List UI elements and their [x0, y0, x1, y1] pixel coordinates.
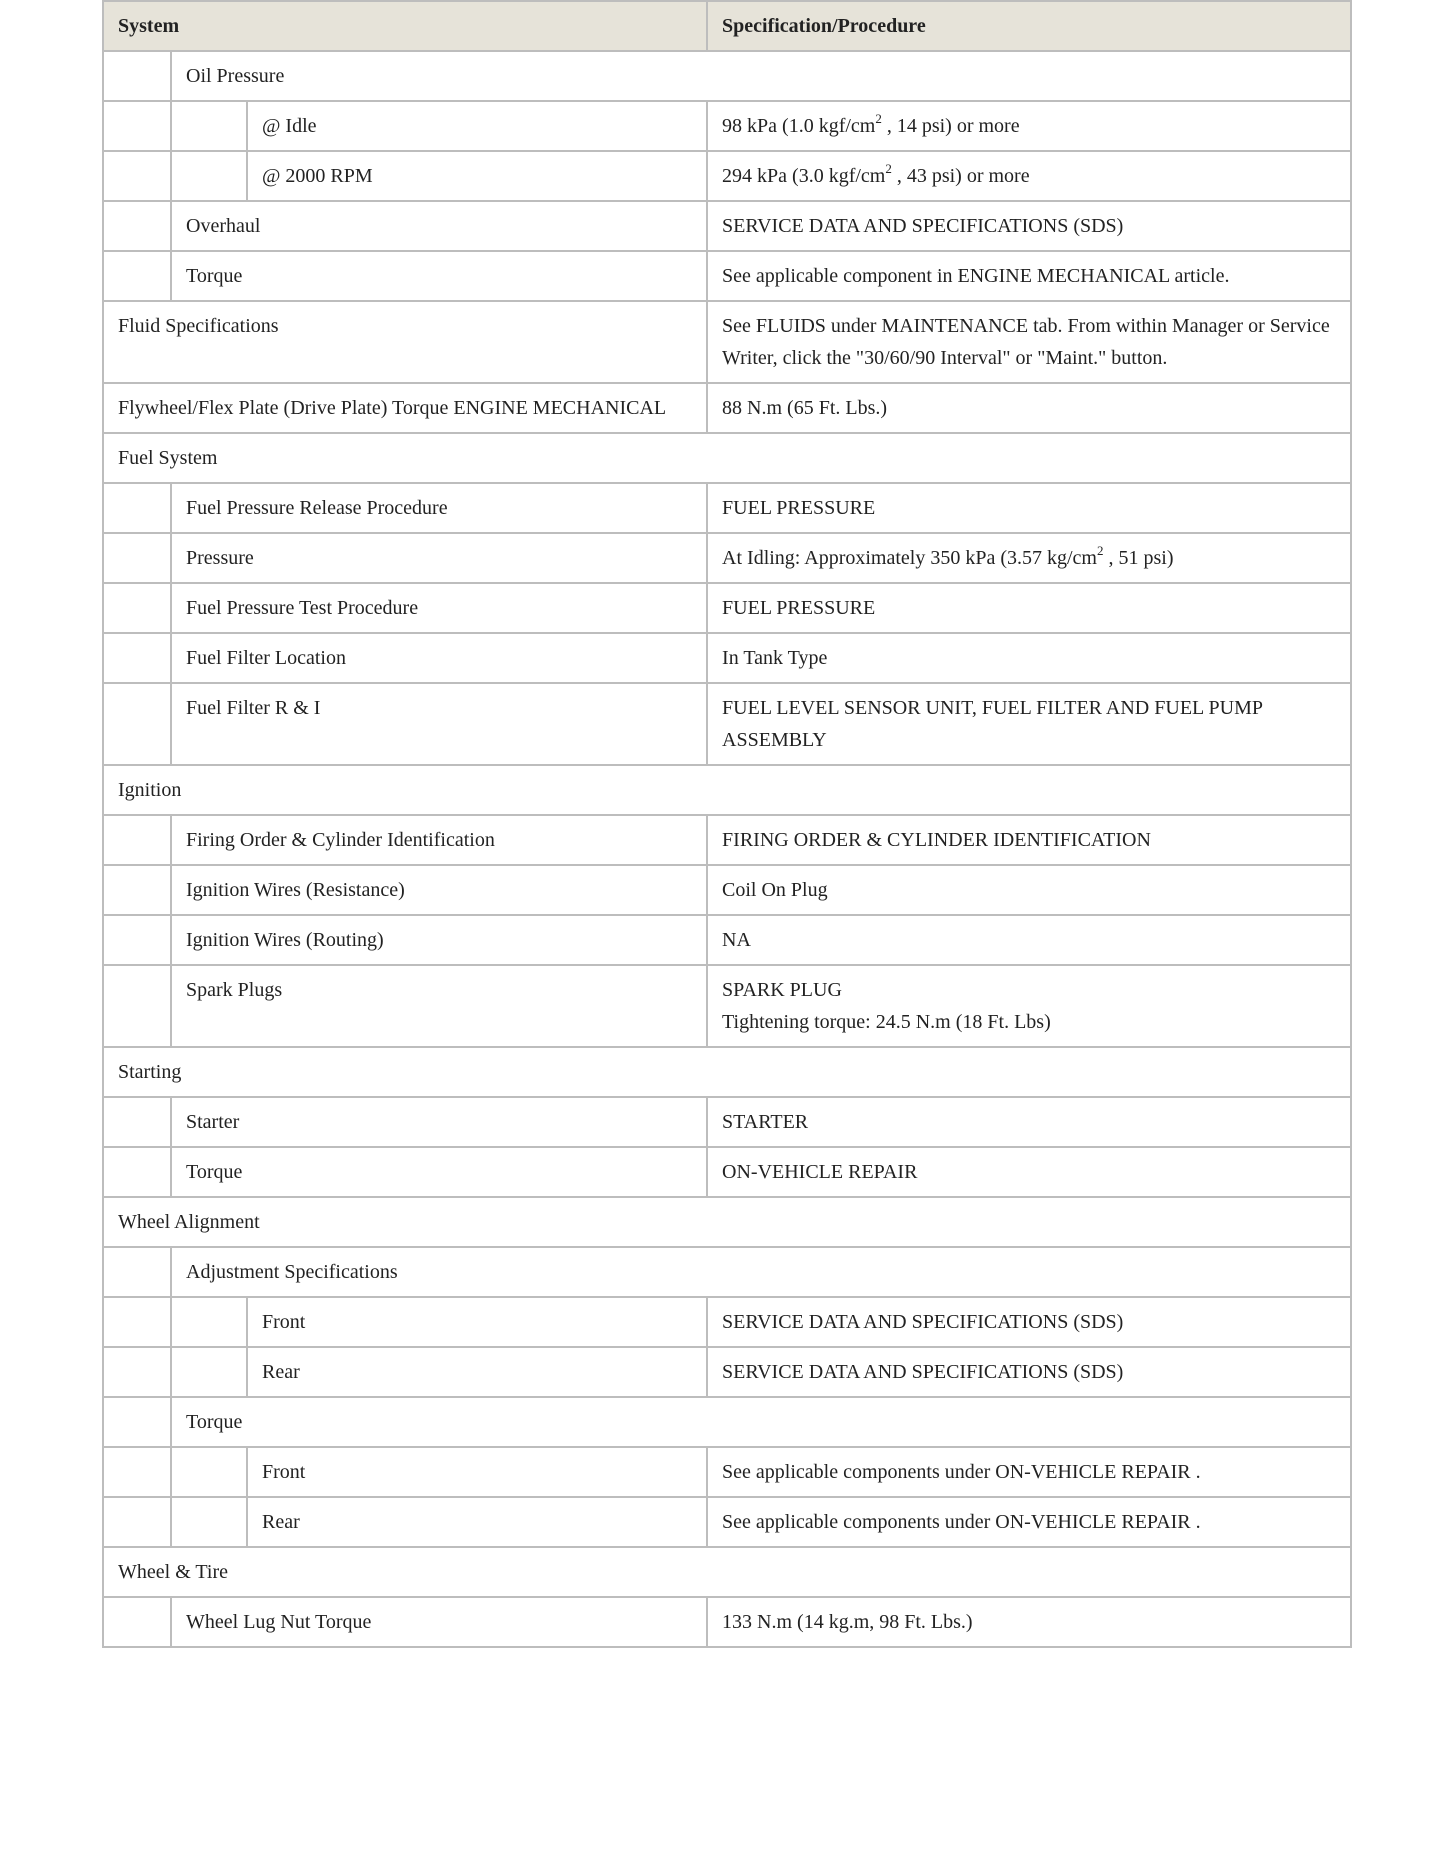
indent-cell	[103, 633, 171, 683]
system-cell	[247, 1447, 707, 1497]
indent-cell	[103, 815, 171, 865]
spec-cell	[707, 865, 1351, 915]
system-label: Wheel Alignment	[118, 1211, 260, 1233]
indent-cell	[103, 1447, 171, 1497]
spec-cell	[707, 151, 1351, 201]
spec-text: SPARK PLUG	[722, 979, 842, 1001]
indent-cell	[103, 483, 171, 533]
header-spec: Specification/Procedure	[707, 1, 1351, 51]
spec-cell	[707, 101, 1351, 151]
system-cell	[171, 1397, 1351, 1447]
spec-text: FUEL PRESSURE	[722, 497, 876, 519]
table-row	[103, 51, 1351, 101]
spec-text: 88 N.m (65 Ft. Lbs.)	[722, 397, 888, 419]
system-label: Fuel System	[118, 447, 218, 469]
system-label: Pressure	[186, 547, 254, 569]
table-row	[103, 765, 1351, 815]
indent-cell	[103, 1147, 171, 1197]
table-row	[103, 101, 1351, 151]
system-cell	[171, 965, 707, 1047]
system-cell	[103, 301, 707, 383]
indent-cell	[171, 1497, 247, 1547]
table-row	[103, 1497, 1351, 1547]
system-cell	[171, 533, 707, 583]
system-label: Firing Order & Cylinder Identification	[186, 829, 495, 851]
system-cell	[171, 483, 707, 533]
indent-cell	[103, 151, 171, 201]
spec-text: SERVICE DATA AND SPECIFICATIONS (SDS)	[722, 1361, 1124, 1383]
table-row	[103, 1097, 1351, 1147]
indent-cell	[103, 1597, 171, 1647]
system-label: Spark Plugs	[186, 979, 283, 1001]
spec-text-line2: Tightening torque: 24.5 N.m (18 Ft. Lbs)	[722, 1011, 1051, 1033]
indent-cell	[103, 1247, 171, 1297]
table-row	[103, 1047, 1351, 1097]
indent-cell	[103, 1297, 171, 1347]
indent-cell	[103, 101, 171, 151]
system-label: Torque	[186, 1161, 243, 1183]
spec-text-after: , 14 psi) or more	[881, 115, 1020, 137]
header-system: System	[103, 1, 707, 51]
system-label: Wheel & Tire	[118, 1561, 228, 1583]
table-row	[103, 251, 1351, 301]
table-row	[103, 1297, 1351, 1347]
system-cell	[247, 151, 707, 201]
spec-superscript: 2	[1097, 543, 1104, 558]
spec-text-after: , 43 psi) or more	[891, 165, 1030, 187]
indent-cell	[103, 965, 171, 1047]
indent-cell	[103, 533, 171, 583]
system-label: Fluid Specifications	[118, 315, 279, 337]
spec-text: At Idling: Approximately 350 kPa (3.57 kg/cm	[722, 547, 1097, 569]
table-row	[103, 383, 1351, 433]
system-cell	[247, 1347, 707, 1397]
spec-text: In Tank Type	[722, 647, 828, 669]
spec-text: FUEL LEVEL SENSOR UNIT, FUEL FILTER AND FUEL PUMP ASSEMBLY	[722, 697, 1263, 751]
spec-text: See applicable components under ON-VEHICLE REPAIR .	[722, 1461, 1201, 1483]
system-label: Fuel Filter R & I	[186, 697, 321, 719]
system-cell	[103, 383, 707, 433]
indent-cell	[103, 201, 171, 251]
table-row	[103, 1197, 1351, 1247]
system-label: Starter	[186, 1111, 240, 1133]
system-cell	[171, 1597, 707, 1647]
spec-text-after: , 51 psi)	[1103, 547, 1174, 569]
spec-cell	[707, 1497, 1351, 1547]
system-label: Starting	[118, 1061, 182, 1083]
table-row	[103, 915, 1351, 965]
spec-text: See applicable components under ON-VEHICLE REPAIR .	[722, 1511, 1201, 1533]
table-row	[103, 815, 1351, 865]
spec-cell	[707, 301, 1351, 383]
system-cell	[171, 201, 707, 251]
table-row	[103, 533, 1351, 583]
table-row	[103, 1597, 1351, 1647]
spec-text: FUEL PRESSURE	[722, 597, 876, 619]
table-row	[103, 583, 1351, 633]
system-label: @ 2000 RPM	[262, 165, 373, 187]
indent-cell	[103, 915, 171, 965]
table-row	[103, 633, 1351, 683]
indent-cell	[103, 1397, 171, 1447]
system-label: Ignition	[118, 779, 182, 801]
spec-cell	[707, 1297, 1351, 1347]
spec-cell	[707, 1097, 1351, 1147]
spec-cell	[707, 815, 1351, 865]
header-row	[103, 1, 1351, 51]
spec-cell	[707, 1147, 1351, 1197]
spec-cell	[707, 683, 1351, 765]
spec-cell	[707, 965, 1351, 1047]
table-row	[103, 1447, 1351, 1497]
spec-text: FIRING ORDER & CYLINDER IDENTIFICATION	[722, 829, 1151, 851]
indent-cell	[103, 51, 171, 101]
system-label: Torque	[186, 1411, 243, 1433]
system-label: Front	[262, 1461, 306, 1483]
system-label: Oil Pressure	[186, 65, 285, 87]
spec-superscript: 2	[885, 161, 892, 176]
system-label: Ignition Wires (Resistance)	[186, 879, 405, 901]
spec-cell	[707, 915, 1351, 965]
spec-text: ON-VEHICLE REPAIR	[722, 1161, 918, 1183]
indent-cell	[103, 1497, 171, 1547]
indent-cell	[171, 1347, 247, 1397]
table-row	[103, 865, 1351, 915]
system-cell	[171, 815, 707, 865]
spec-cell	[707, 483, 1351, 533]
indent-cell	[171, 1447, 247, 1497]
table-row	[103, 1397, 1351, 1447]
system-cell	[103, 1547, 1351, 1597]
table-row	[103, 151, 1351, 201]
spec-text: 133 N.m (14 kg.m, 98 Ft. Lbs.)	[722, 1611, 973, 1633]
spec-superscript: 2	[875, 111, 882, 126]
system-label: Rear	[262, 1361, 300, 1383]
spec-cell	[707, 1597, 1351, 1647]
spec-cell	[707, 633, 1351, 683]
indent-cell	[103, 865, 171, 915]
indent-cell	[103, 1347, 171, 1397]
system-label: Fuel Filter Location	[186, 647, 346, 669]
system-label: @ Idle	[262, 115, 317, 137]
system-cell	[171, 1097, 707, 1147]
system-label: Front	[262, 1311, 306, 1333]
table-row	[103, 683, 1351, 765]
spec-text: See FLUIDS under MAINTENANCE tab. From within Manager or Service Writer, click the "30/60/90 Interval" or "Maint." button.	[722, 315, 1330, 369]
system-cell	[247, 1297, 707, 1347]
table-row	[103, 1347, 1351, 1397]
spec-text: SERVICE DATA AND SPECIFICATIONS (SDS)	[722, 215, 1124, 237]
system-cell	[247, 101, 707, 151]
indent-cell	[103, 683, 171, 765]
system-label: Ignition Wires (Routing)	[186, 929, 384, 951]
system-cell	[171, 583, 707, 633]
indent-cell	[171, 1297, 247, 1347]
indent-cell	[171, 101, 247, 151]
table-row	[103, 433, 1351, 483]
system-cell	[171, 51, 1351, 101]
system-label: Fuel Pressure Test Procedure	[186, 597, 419, 619]
system-cell	[171, 1147, 707, 1197]
system-label: Flywheel/Flex Plate (Drive Plate) Torque ENGINE MECHANICAL	[118, 397, 667, 419]
system-label: Adjustment Specifications	[186, 1261, 398, 1283]
spec-table	[102, 0, 1352, 1648]
system-label: Rear	[262, 1511, 300, 1533]
spec-cell	[707, 383, 1351, 433]
system-cell	[171, 251, 707, 301]
indent-cell	[103, 251, 171, 301]
system-label: Wheel Lug Nut Torque	[186, 1611, 372, 1633]
system-label: Fuel Pressure Release Procedure	[186, 497, 448, 519]
table-row	[103, 301, 1351, 383]
indent-cell	[171, 151, 247, 201]
system-cell	[247, 1497, 707, 1547]
spec-text: NA	[722, 929, 751, 951]
table-row	[103, 965, 1351, 1047]
spec-cell	[707, 533, 1351, 583]
spec-body	[103, 51, 1351, 1647]
table-row	[103, 1547, 1351, 1597]
spec-text: SERVICE DATA AND SPECIFICATIONS (SDS)	[722, 1311, 1124, 1333]
system-cell	[103, 1197, 1351, 1247]
indent-cell	[103, 1097, 171, 1147]
spec-text: Coil On Plug	[722, 879, 828, 901]
system-label: Torque	[186, 265, 243, 287]
spec-cell	[707, 1347, 1351, 1397]
spec-cell	[707, 583, 1351, 633]
table-row	[103, 1147, 1351, 1197]
spec-text: STARTER	[722, 1111, 809, 1133]
system-cell	[103, 765, 1351, 815]
system-cell	[171, 633, 707, 683]
spec-text: See applicable component in ENGINE MECHANICAL article.	[722, 265, 1230, 287]
table-row	[103, 1247, 1351, 1297]
spec-text: 98 kPa (1.0 kgf/cm	[722, 115, 876, 137]
spec-text: 294 kPa (3.0 kgf/cm	[722, 165, 886, 187]
system-cell	[171, 1247, 1351, 1297]
system-label: Overhaul	[186, 215, 261, 237]
table-row	[103, 201, 1351, 251]
indent-cell	[103, 583, 171, 633]
system-cell	[171, 865, 707, 915]
table-row	[103, 483, 1351, 533]
system-cell	[103, 1047, 1351, 1097]
system-cell	[103, 433, 1351, 483]
spec-cell	[707, 251, 1351, 301]
spec-cell	[707, 201, 1351, 251]
system-cell	[171, 683, 707, 765]
system-cell	[171, 915, 707, 965]
spec-cell	[707, 1447, 1351, 1497]
